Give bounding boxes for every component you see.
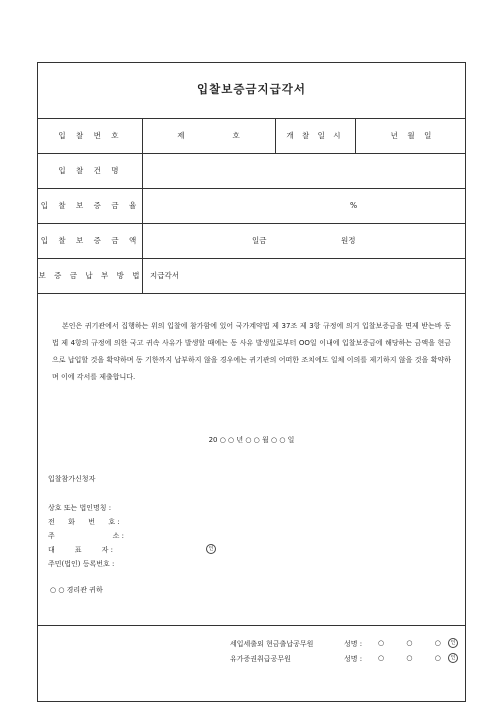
- official-sign-label-securities: 성명 :: [344, 655, 363, 663]
- representative-field-label: 대 표 자 :: [48, 546, 113, 554]
- bid-number-suffix: 호: [232, 131, 240, 140]
- deposit-rate-label: 입 찰 보 증 금 율: [40, 201, 140, 210]
- official-seal-securities: [448, 653, 458, 663]
- official-title-cash: 세입세출외 현금출납공무원: [230, 640, 314, 648]
- seal-stamp: 인: [448, 653, 458, 663]
- deposit-amount-prefix: 일금: [252, 236, 267, 245]
- table-bottom-rule: [38, 293, 465, 294]
- payment-method-label: 보 증 금 납 부 방 법: [38, 271, 142, 280]
- phone-field-label: 전 화 번 호 :: [48, 518, 120, 526]
- date-line: 20 ○ ○ 년 ○ ○ 월 ○ ○ 일: [208, 436, 295, 444]
- company-field-label: 상호 또는 법인명칭 :: [48, 504, 112, 512]
- document-frame: [37, 62, 466, 702]
- applicant-heading: 입찰참가신청자: [48, 475, 96, 483]
- deposit-rate-unit: %: [350, 201, 358, 210]
- bid-name-label: 입 찰 건 명: [58, 166, 122, 175]
- official-sign-label-cash: 성명 :: [344, 640, 363, 648]
- deposit-amount-suffix: 원정: [341, 236, 356, 245]
- official-sign-circles-cash: ○ ○ ○: [378, 639, 441, 647]
- address-field-label: 주 소 :: [48, 532, 124, 540]
- bid-number-label: 입 찰 번 호: [58, 131, 122, 140]
- bid-number-field: [142, 118, 275, 153]
- official-sign-circles-securities: ○ ○ ○: [378, 654, 441, 662]
- seal-stamp: 인: [448, 638, 458, 648]
- statement-text: 본인은 귀기관에서 집행하는 위의 입찰에 참가함에 있어 국가계약법 제 37조 제 3항 규정에 의거 입찰보증금을 면제 받는바 동법 제 4항의 규정에 의한 국고 귀속 사유가 발생할 때에는 동 사유 발생일로부터 OO일 이내에 입찰보증금에 해당하는 금액을 현금으로 납입할 것을 확약하며 동 기한까지 납부하지 않을 경우에는 귀기관의 어떠한 조치에도 일체 이의를 제기하지 않을 것을 확약하며 이에 각서를 제출합니다.: [52, 322, 451, 381]
- bid-number-prefix: 제: [177, 131, 185, 140]
- official-title-securities: 유가증권취급공무원: [230, 655, 291, 663]
- registration-field-label: 주민(법인) 등록번호 :: [48, 560, 115, 568]
- document-title: 입찰보증금지급각서: [197, 82, 306, 96]
- opening-date-label: 개 찰 일 시: [286, 131, 344, 140]
- payment-method-value: 지급각서: [150, 271, 179, 280]
- statement-paragraph: [52, 318, 451, 386]
- opening-date-value: 년 월 일: [390, 131, 432, 140]
- deposit-amount-label: 입 찰 보 증 금 액: [40, 236, 140, 245]
- addressee: ○ ○ 경리관 귀하: [50, 586, 103, 594]
- seal-stamp: 인: [206, 544, 216, 554]
- footer-rule: [38, 625, 465, 626]
- official-seal-cash: [448, 638, 458, 648]
- seal-mark: [206, 544, 216, 554]
